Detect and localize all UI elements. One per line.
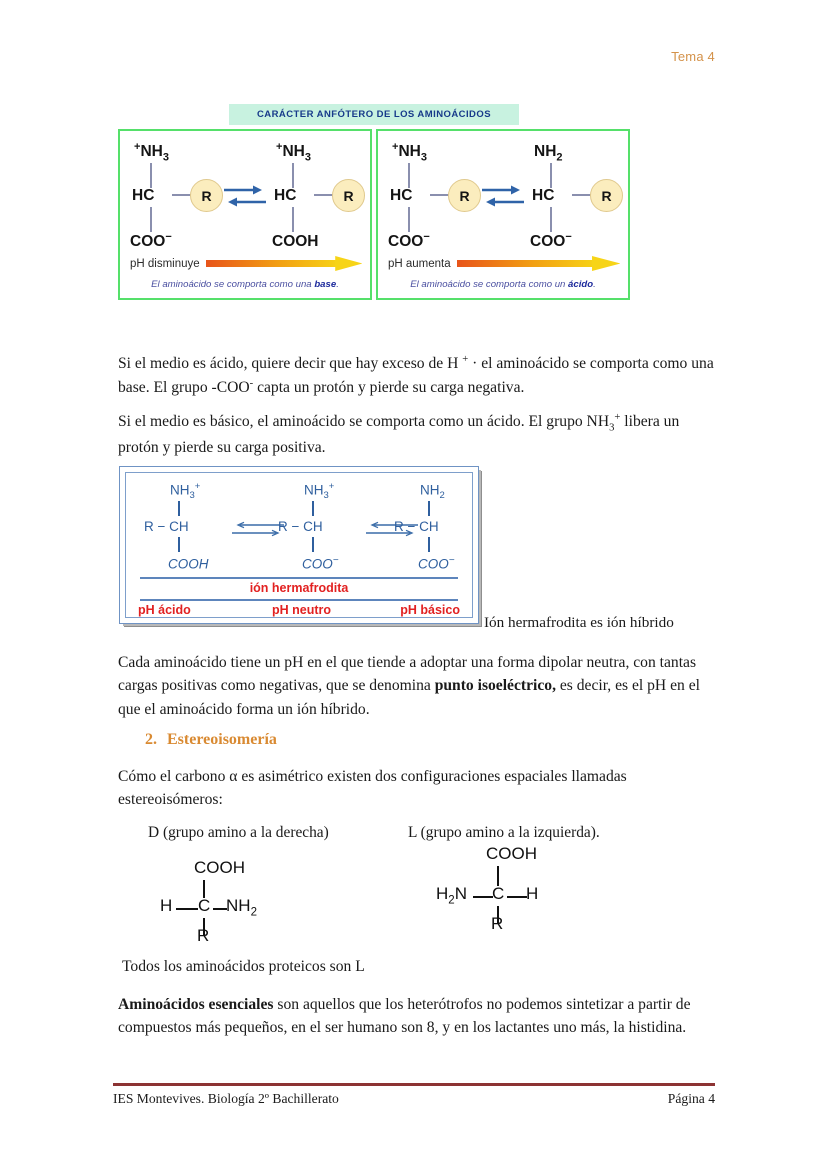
bond-line [292, 207, 294, 232]
hermafrodita-label: ión hermafrodita [249, 581, 349, 595]
hydrogen-label: H [160, 896, 173, 915]
text-run: capta un protón y pierde su carga negativa. [253, 378, 525, 396]
r-group-label: R [491, 914, 504, 933]
r-group-circle: R [332, 179, 365, 212]
bond-line [428, 501, 430, 516]
subscript-three: 3 [609, 422, 615, 434]
caption-emphasis: ácido [568, 279, 594, 290]
r-group-circle: R [190, 179, 223, 212]
section-title: Estereoisomería [167, 731, 277, 748]
bond-line [312, 501, 314, 516]
amino-group-label: $NH_3^+$ [170, 481, 201, 502]
ph-basico-label: pH básico [400, 603, 460, 617]
amino-group-label: $NH_2$ [420, 482, 445, 502]
molecule-left-b [270, 141, 362, 251]
paragraph-todos-proteicos: Todos los aminoácidos proteicos son L [122, 958, 365, 975]
structure-d-amino-acid [160, 858, 280, 948]
r-group-circle: R [448, 179, 481, 212]
ph-trend-label: pH aumenta [388, 257, 451, 270]
carboxyl-group-label: COO− [418, 555, 455, 572]
carboxyl-group-label: COOH [272, 233, 319, 250]
section-number: 2. [145, 731, 157, 748]
footer-page-number: Página 4 [667, 1091, 715, 1106]
superscript-plus: + [614, 412, 621, 423]
anfotero-panel-right [376, 129, 630, 300]
caption-text: El aminoácido se comporta como una [151, 279, 315, 290]
carboxyl-group-label: COO− [302, 555, 339, 572]
bond-line [473, 896, 493, 898]
molecule-left-a [128, 141, 220, 251]
carbon-label: HC [274, 187, 297, 204]
amino-label: $H_2N$ [436, 884, 467, 907]
amino-group-label: $NH_2$ [534, 143, 563, 164]
bond-line [178, 501, 180, 516]
bond-line [572, 194, 592, 196]
amino-group-label: $^+NH_3$ [276, 141, 311, 164]
header-tema-label: Tema 4 [671, 49, 715, 64]
label-l-configuration: L (grupo amino a la izquierda). [408, 824, 600, 841]
amino-group-label: $^+NH_3$ [134, 141, 169, 164]
bond-line [312, 537, 314, 552]
r-group-label: R [197, 926, 210, 945]
paragraph-medio-basico [118, 410, 718, 460]
bond-line [550, 207, 552, 232]
bond-line [176, 908, 198, 910]
superscript-minus: - [249, 377, 254, 389]
paragraph-carbono-asimetrico: Cómo el carbono α es asimétrico existen dos configuraciones espaciales llamadas estereoisómeros: [118, 768, 627, 809]
anfotero-caption-left [128, 279, 362, 290]
carboxyl-group-label: COO− [530, 230, 572, 250]
bond-line [292, 163, 294, 188]
bond-line [430, 194, 450, 196]
text-run: Si el medio es ácido, quiere decir que hay exceso de H [118, 355, 463, 373]
bond-line [507, 896, 527, 898]
ph-acido-label: pH ácido [138, 603, 191, 617]
caption-period: . [336, 279, 339, 290]
anfotero-panel-left [118, 129, 372, 300]
superscript-plus: + [462, 354, 469, 365]
carbon-label: HC [532, 187, 555, 204]
ph-trend-label: pH disminuye [130, 257, 200, 270]
zwitterion-molecule-basic [394, 481, 478, 577]
carboxyl-label: COOH [194, 858, 245, 877]
amino-group-label: $^+NH_3$ [392, 141, 427, 164]
molecule-row-left [128, 141, 362, 251]
section-heading-estereoisomeria [145, 731, 277, 749]
bond-line [408, 207, 410, 232]
backbone-label: R − CH [394, 519, 439, 534]
text-emphasis-punto-isoelectrico: punto isoeléctrico, [434, 677, 556, 695]
bond-line [172, 194, 192, 196]
anfotero-figure [118, 104, 630, 300]
divider-line [140, 577, 458, 579]
zwitterion-figure [119, 466, 479, 624]
divider-line [140, 599, 458, 601]
footer-left-text: IES Montevives. Biología 2º Bachillerato [113, 1091, 339, 1106]
bond-line [213, 908, 227, 910]
text-run: Cada aminoácido tiene un pH en el que tiende a adoptar una forma dipolar neutra, con tantas cargas positivas como negativas, que se denomina [118, 654, 697, 695]
ph-scale-labels [138, 603, 460, 617]
text-run: libera un protón y pierde su carga positiva. [118, 413, 680, 457]
footer [113, 1091, 715, 1107]
caption-text: El aminoácido se comporta como un [410, 279, 569, 290]
amino-label: $NH_2$ [226, 896, 257, 919]
bond-line [150, 207, 152, 232]
zwitterion-molecule-acid [144, 481, 228, 577]
bond-line [428, 537, 430, 552]
carboxyl-group-label: COO− [388, 230, 430, 250]
alpha-carbon-label: C [492, 884, 505, 903]
alpha-carbon-label: C [198, 896, 211, 915]
paragraph-aminoacidos-esenciales [118, 993, 718, 1040]
backbone-label: R − CH [278, 519, 323, 534]
text-emphasis-aminoacidos-esenciales: Aminoácidos esenciales [118, 996, 274, 1013]
bond-line [497, 866, 499, 886]
ph-trend-row-left [128, 255, 362, 272]
ph-trend-row-right [386, 255, 620, 272]
bond-line [150, 163, 152, 188]
text-run: es decir, es el pH en el que el aminoácido forma un ión híbrido. [118, 677, 700, 718]
hydrogen-label: H [526, 884, 539, 903]
zwitterion-inner-frame [125, 472, 473, 618]
label-d-configuration: D (grupo amino a la derecha) [148, 824, 329, 841]
zwitterion-side-caption: Ión hermafrodita es ión híbrido [484, 614, 674, 631]
molecule-row-right [386, 141, 620, 251]
bond-line [408, 163, 410, 188]
caption-emphasis: base [314, 279, 337, 290]
carboxyl-label: COOH [486, 844, 537, 863]
molecule-right-b [528, 141, 620, 251]
anfotero-figure-title: CARÁCTER ANFÓTERO DE LOS AMINOÁCIDOS [229, 104, 519, 125]
text-run: Si el medio es básico, el aminoácido se comporta como un ácido. El grupo NH [118, 413, 610, 431]
paragraph-medio-acido [118, 352, 718, 399]
zwitterion-molecule-neutral [278, 481, 362, 577]
zwitterion-molecule-row [126, 481, 472, 577]
ph-neutro-label: pH neutro [272, 603, 332, 617]
bond-line [314, 194, 334, 196]
text-run: son aquellos que los heterótrofos no podemos sintetizar a partir de compuestos más pequeños, en el ser humano son 8, y en los lactantes uno más, la histidina. [118, 996, 691, 1037]
backbone-label: R − CH [144, 519, 189, 534]
structure-l-amino-acid [436, 844, 566, 939]
carboxyl-group-label: COO− [130, 230, 172, 250]
bond-line [550, 163, 552, 188]
r-group-circle: R [590, 179, 623, 212]
ph-gradient-arrow-icon [206, 255, 362, 272]
equilibrium-arrows-icon [480, 181, 526, 211]
ph-gradient-arrow-icon [457, 255, 620, 272]
carbon-label: HC [132, 187, 155, 204]
carbon-label: HC [390, 187, 413, 204]
amino-group-label: $NH_3^+$ [304, 481, 335, 502]
anfotero-caption-right [386, 279, 620, 290]
footer-divider [113, 1083, 715, 1086]
carboxyl-group-label: COOH [168, 556, 209, 572]
text-run: · el aminoácido se comporta como una base. El grupo -COO [118, 355, 714, 396]
paragraph-punto-isoelectrico [118, 651, 718, 721]
bond-line [178, 537, 180, 552]
anfotero-panels [118, 129, 630, 300]
molecule-right-a [386, 141, 478, 251]
caption-period: . [593, 279, 596, 290]
equilibrium-arrows-icon [222, 181, 268, 211]
